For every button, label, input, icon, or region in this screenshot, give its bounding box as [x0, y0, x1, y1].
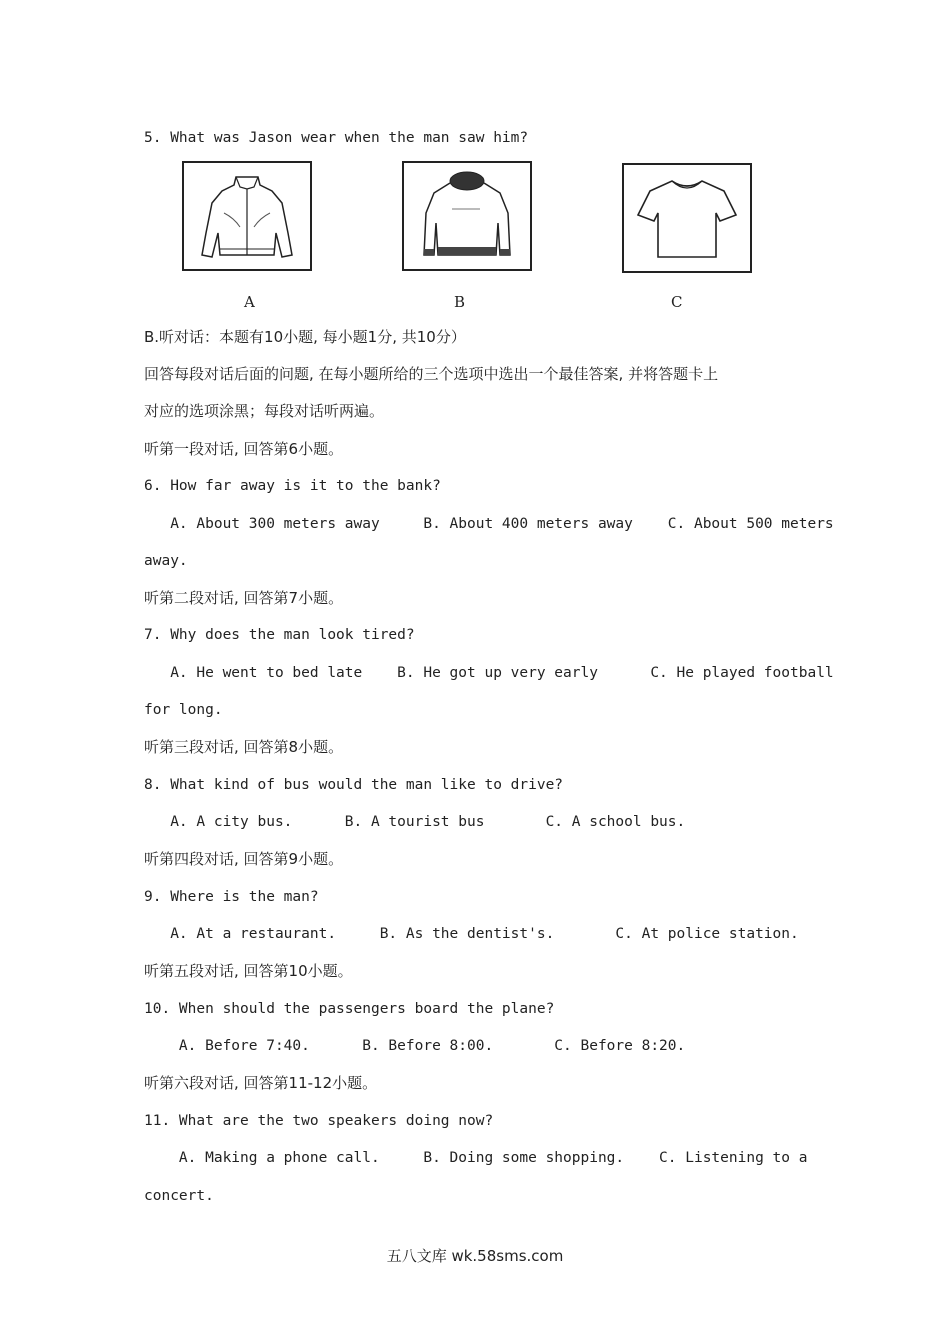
jacket-icon — [184, 163, 310, 269]
option-a-label: A — [244, 293, 255, 311]
question-10: 10. When should the passengers board the plane? — [144, 1001, 555, 1017]
option-c-label: C — [671, 293, 683, 311]
question-6-options: A. About 300 meters away B. About 400 meters away C. About 500 meters — [144, 516, 834, 532]
section-b-instruction-1: 回答每段对话后面的问题, 在每小题所给的三个选项中选出一个最佳答案, 并将答题卡上 — [144, 365, 719, 383]
sweater-icon — [404, 163, 530, 269]
option-c-picture — [622, 163, 752, 273]
option-b-label: B — [454, 293, 466, 311]
question-5: 5. What was Jason wear when the man saw him? — [144, 130, 529, 146]
question-11-options-cont: concert. — [144, 1188, 214, 1204]
question-6-options-cont: away. — [144, 553, 188, 569]
question-9: 9. Where is the man? — [144, 889, 319, 905]
dialog-cue-6: 听第六段对话, 回答第11-12小题。 — [144, 1074, 378, 1092]
question-7: 7. Why does the man look tired? — [144, 627, 415, 643]
dialog-cue-1: 听第一段对话, 回答第6小题。 — [144, 440, 344, 458]
question-6: 6. How far away is it to the bank? — [144, 478, 441, 494]
question-8: 8. What kind of bus would the man like to drive? — [144, 777, 564, 793]
dialog-cue-3: 听第三段对话, 回答第8小题。 — [144, 738, 344, 756]
dialog-cue-5: 听第五段对话, 回答第10小题。 — [144, 962, 353, 980]
question-10-options: A. Before 7:40. B. Before 8:00. C. Before 8:20. — [144, 1038, 686, 1054]
option-a-picture — [182, 161, 312, 271]
question-7-options-cont: for long. — [144, 702, 223, 718]
footer-watermark: 五八文库 wk.58sms.com — [386, 1247, 564, 1265]
section-b-instruction-2: 对应的选项涂黑；每段对话听两遍。 — [144, 402, 385, 420]
question-8-options: A. A city bus. B. A tourist bus C. A school bus. — [144, 814, 686, 830]
question-11-options: A. Making a phone call. B. Doing some shopping. C. Listening to a — [144, 1150, 808, 1166]
section-b-title: B.听对话：本题有10小题, 每小题1分, 共10分） — [144, 328, 466, 346]
question-7-options: A. He went to bed late B. He got up very early C. He played football — [144, 665, 834, 681]
dialog-cue-4: 听第四段对话, 回答第9小题。 — [144, 850, 344, 868]
option-b-picture — [402, 161, 532, 271]
question-11: 11. What are the two speakers doing now? — [144, 1113, 494, 1129]
tshirt-icon — [624, 165, 750, 271]
dialog-cue-2: 听第二段对话, 回答第7小题。 — [144, 589, 344, 607]
question-9-options: A. At a restaurant. B. As the dentist's. C. At police station. — [144, 926, 799, 942]
